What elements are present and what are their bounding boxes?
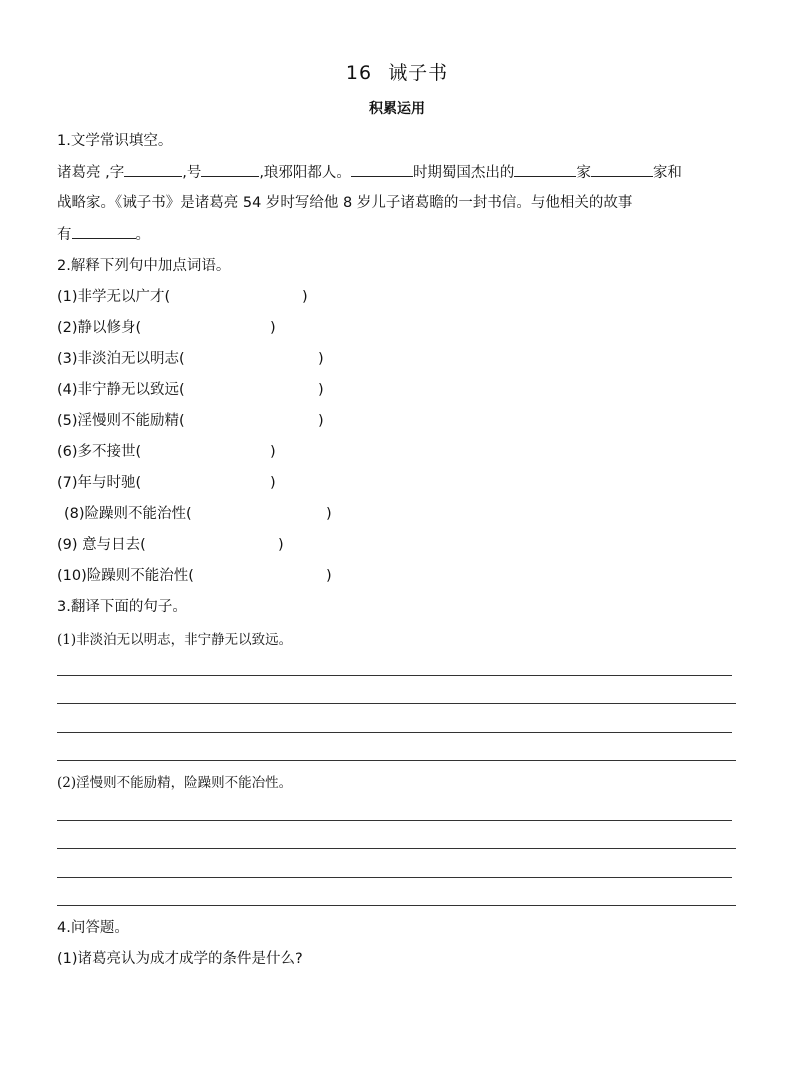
answer-line[interactable] — [57, 905, 736, 906]
q3-sentence-1: (1)非淡泊无以明志，非宁静无以致远。 — [57, 632, 293, 648]
q2-item-1-close[interactable]: ) — [302, 289, 308, 305]
answer-line[interactable] — [57, 703, 736, 704]
q1-line-2: 战略家。《诫子书》是诸葛亮 54 岁时写给他 8 岁儿子诸葛瞻的一封书信。与他相关的故事 — [57, 195, 633, 211]
q2-item-8-close[interactable]: ) — [326, 506, 332, 522]
q2-heading: 2.解释下列句中加点词语。 — [57, 258, 231, 274]
q2-item-3: (3)非淡泊无以明志( — [57, 351, 185, 367]
q3-sentence-2: (2)淫慢则不能励精，险躁则不能冶性。 — [57, 775, 293, 791]
section-heading: 积累运用 — [369, 101, 425, 117]
q4-heading: 4.问答题。 — [57, 920, 129, 936]
q2-item-4-close[interactable]: ) — [318, 382, 324, 398]
q4-question-1: (1)诸葛亮认为成才成学的条件是什么? — [57, 951, 303, 967]
q2-item-2-close[interactable]: ) — [270, 320, 276, 336]
blank-story[interactable] — [72, 224, 136, 239]
q1-heading: 1.文学常识填空。 — [57, 133, 173, 149]
q2-item-2: (2)静以修身( — [57, 320, 142, 336]
q1-line-1: 诸葛亮 ,字 ,号 ,琅邪阳都人。 时期蜀国杰出的 家 家和 — [57, 162, 682, 183]
answer-line[interactable] — [57, 848, 736, 849]
q2-item-9: (9) 意与日去( — [57, 537, 146, 553]
q2-item-7: (7)年与时驰( — [57, 475, 142, 491]
blank-era[interactable] — [351, 162, 413, 177]
answer-line[interactable] — [57, 760, 736, 761]
q2-item-7-close[interactable]: ) — [270, 475, 276, 491]
blank-courtesy-name[interactable] — [124, 162, 182, 177]
answer-line[interactable] — [57, 820, 732, 821]
lesson-number: 16 — [345, 62, 373, 84]
q2-item-5: (5)淫慢则不能励精( — [57, 413, 185, 429]
lesson-title — [0, 58, 794, 85]
q2-item-5-close[interactable]: ) — [318, 413, 324, 429]
blank-role-2[interactable] — [591, 162, 653, 177]
q2-item-10: (10)险躁则不能治性( — [57, 568, 194, 584]
q2-item-6: (6)多不接世( — [57, 444, 142, 460]
answer-line[interactable] — [57, 877, 732, 878]
q2-item-10-close[interactable]: ) — [326, 568, 332, 584]
q2-item-1: (1)非学无以广才( — [57, 289, 171, 305]
q1-line-3: 有 。 — [57, 224, 150, 245]
answer-line[interactable] — [57, 732, 732, 733]
q3-heading: 3.翻译下面的句子。 — [57, 599, 187, 615]
q2-item-4: (4)非宁静无以致远( — [57, 382, 185, 398]
blank-style-name[interactable] — [201, 162, 259, 177]
answer-line[interactable] — [57, 675, 732, 676]
q2-item-6-close[interactable]: ) — [270, 444, 276, 460]
blank-role-1[interactable] — [514, 162, 576, 177]
q2-item-8: (8)险躁则不能治性( — [64, 506, 192, 522]
lesson-name: 诫子书 — [388, 62, 449, 84]
q2-item-3-close[interactable]: ) — [318, 351, 324, 367]
q2-item-9-close[interactable]: ) — [278, 537, 284, 553]
